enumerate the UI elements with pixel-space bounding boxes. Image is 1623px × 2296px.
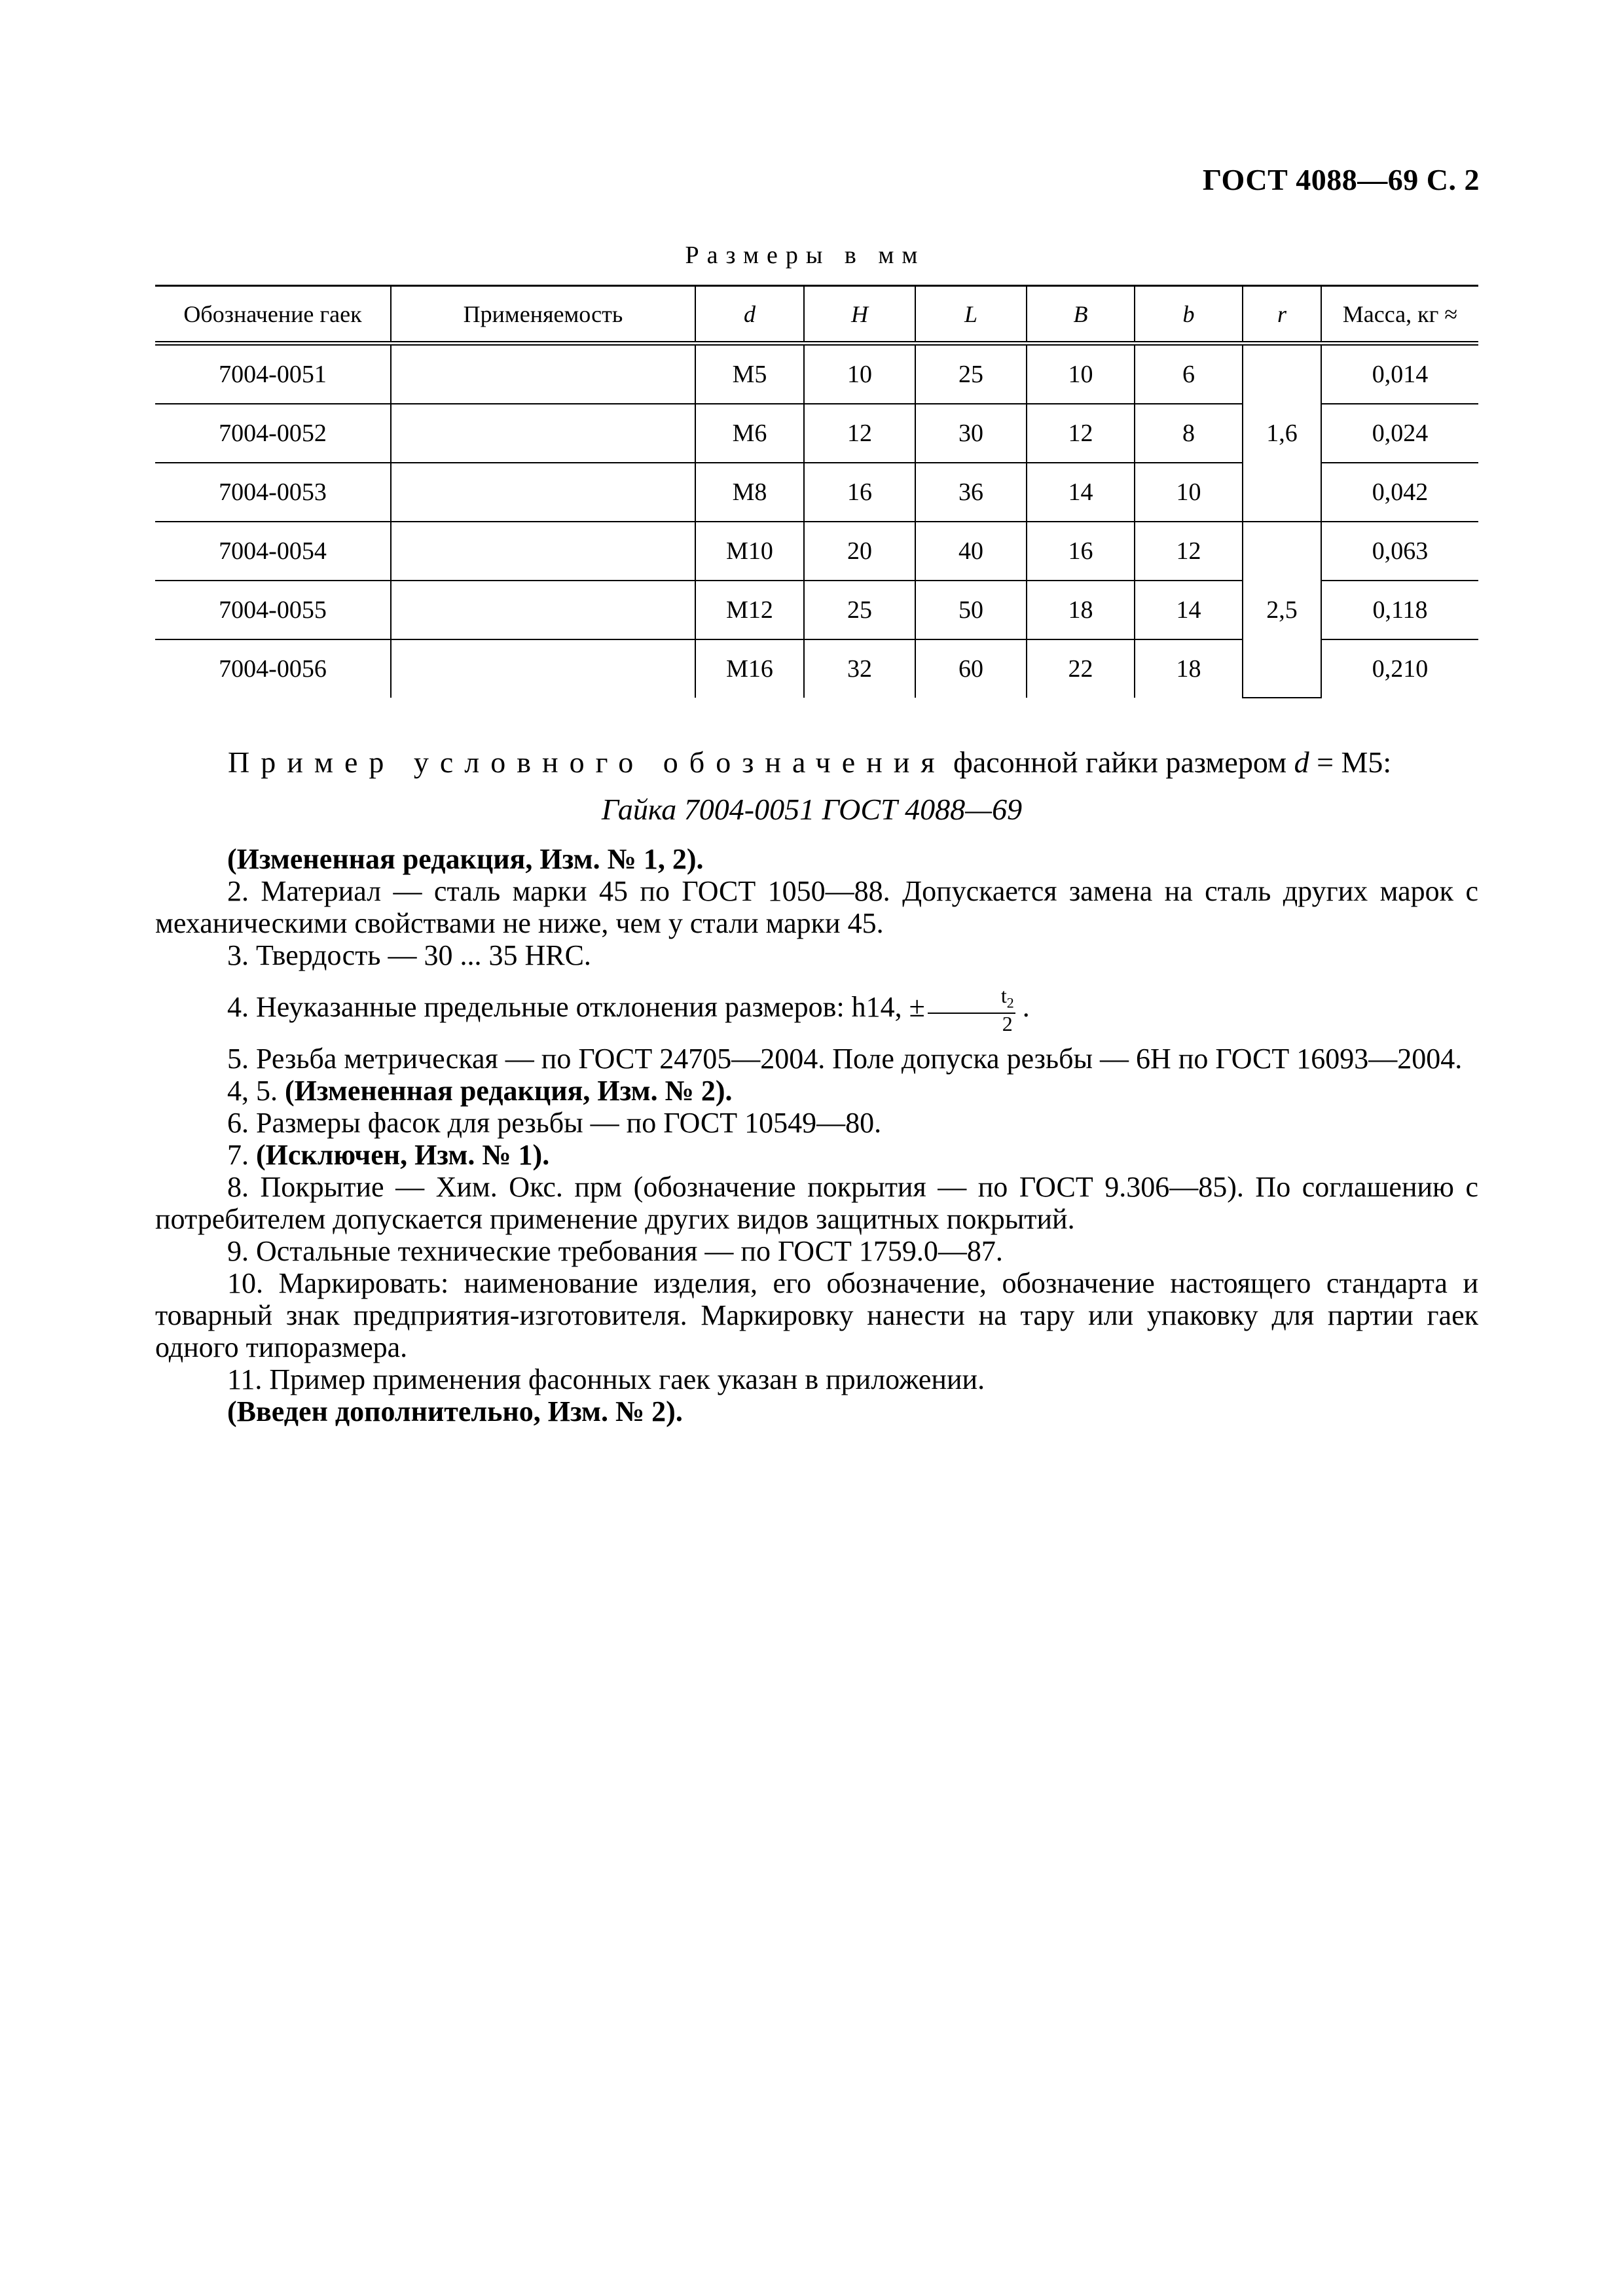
l-cell: 40: [915, 522, 1027, 581]
mass-cell: 0,210: [1321, 639, 1478, 698]
mass-cell: 0,042: [1321, 463, 1478, 522]
usage-cell: [391, 404, 695, 463]
usage-cell: [391, 581, 695, 639]
l-cell: 50: [915, 581, 1027, 639]
b-lower-cell: 12: [1135, 522, 1243, 581]
d-cell: M12: [695, 581, 804, 639]
column-header: Применяемость: [391, 286, 695, 344]
column-header: b: [1135, 286, 1243, 344]
note-item-4-5-prefix: 4, 5.: [227, 1075, 285, 1107]
note-item-4: [155, 984, 1478, 1036]
note-item-9: 9. Остальные технические требования — по ГОСТ 1759.0—87.: [227, 1235, 1003, 1268]
note-item-3: 3. Твердость — 30 ... 35 HRC.: [227, 939, 591, 971]
example-value: = M5:: [1309, 745, 1392, 779]
l-cell: 30: [915, 404, 1027, 463]
example-text: фасонной гайки размером: [945, 745, 1294, 779]
dimensions-table: [155, 285, 1478, 698]
usage-cell: [391, 639, 695, 698]
d-cell: M6: [695, 404, 804, 463]
mass-cell: 0,014: [1321, 344, 1478, 404]
note-item-4-5: [155, 1075, 1478, 1107]
h-cell: 20: [804, 522, 915, 581]
designation-cell: 7004-0051: [155, 344, 391, 404]
column-header: B: [1027, 286, 1135, 344]
example-code: Гайка 7004-0051 ГОСТ 4088—69: [601, 793, 1023, 826]
b-lower-cell: 8: [1135, 404, 1243, 463]
b-upper-cell: 12: [1027, 404, 1135, 463]
revision-note: (Исключен, Изм. № 1).: [256, 1139, 550, 1172]
b-lower-cell: 10: [1135, 463, 1243, 522]
example-variable: d: [1294, 745, 1309, 779]
note-item-6: 6. Размеры фасок для резьбы — по ГОСТ 10549—80.: [227, 1107, 882, 1139]
column-header: Обозначение гаек: [155, 286, 391, 344]
b-upper-cell: 10: [1027, 344, 1135, 404]
note-item-4-text: 4. Неуказанные предельные отклонения размеров: h14, ±: [227, 990, 925, 1023]
usage-cell: [391, 463, 695, 522]
designation-cell: 7004-0055: [155, 581, 391, 639]
revision-note: (Измененная редакция, Изм. № 1, 2).: [227, 843, 704, 875]
l-cell: 25: [915, 344, 1027, 404]
column-header: r: [1243, 286, 1321, 344]
designation-example: [228, 745, 1391, 780]
h-cell: 10: [804, 344, 915, 404]
b-upper-cell: 14: [1027, 463, 1135, 522]
usage-cell: [391, 344, 695, 404]
fraction-numerator: t: [1000, 984, 1007, 1007]
mass-cell: 0,118: [1321, 581, 1478, 639]
note-item-7: [155, 1139, 1478, 1171]
l-cell: 60: [915, 639, 1027, 698]
r-cell: 1,6: [1243, 344, 1321, 522]
note-item-7-prefix: 7.: [227, 1139, 256, 1172]
usage-cell: [391, 522, 695, 581]
b-upper-cell: 18: [1027, 581, 1135, 639]
column-header: L: [915, 286, 1027, 344]
b-lower-cell: 6: [1135, 344, 1243, 404]
note-item-4-end: .: [1015, 990, 1030, 1023]
h-cell: 12: [804, 404, 915, 463]
table-row: [155, 522, 1478, 581]
note-item-8: 8. Покрытие — Хим. Окс. прм (обозначение покрытия — по ГОСТ 9.306—85). По соглашению с потребителем допускается применение других видов защитных покрытий.: [155, 1171, 1478, 1236]
page-header: ГОСТ 4088—69 С. 2: [1202, 163, 1480, 196]
mass-cell: 0,024: [1321, 404, 1478, 463]
d-cell: M16: [695, 639, 804, 698]
table-row: [155, 344, 1478, 404]
designation-cell: 7004-0053: [155, 463, 391, 522]
mass-cell: 0,063: [1321, 522, 1478, 581]
designation-cell: 7004-0056: [155, 639, 391, 698]
b-upper-cell: 16: [1027, 522, 1135, 581]
column-header: H: [804, 286, 915, 344]
notes-block: [155, 843, 1478, 1427]
note-item-2: 2. Материал — сталь марки 45 по ГОСТ 1050—88. Допускается замена на сталь других марок с механическими свойствами не ниже, чем у стали марки 45.: [155, 875, 1478, 939]
d-cell: M8: [695, 463, 804, 522]
note-item-5: 5. Резьба метрическая — по ГОСТ 24705—2004. Поле допуска резьбы — 6H по ГОСТ 16093—2004.: [227, 1043, 1463, 1075]
designation-cell: 7004-0052: [155, 404, 391, 463]
h-cell: 32: [804, 639, 915, 698]
example-lead: Пример условного обозначения: [228, 745, 946, 779]
d-cell: M10: [695, 522, 804, 581]
column-header: Масса, кг ≈: [1321, 286, 1478, 344]
r-cell: 2,5: [1243, 522, 1321, 698]
h-cell: 25: [804, 581, 915, 639]
table-header-row: [155, 286, 1478, 344]
fraction-subscript: 2: [1006, 994, 1014, 1011]
column-header: d: [695, 286, 804, 344]
b-upper-cell: 22: [1027, 639, 1135, 698]
revision-note: (Введен дополнительно, Изм. № 2).: [227, 1395, 683, 1428]
fraction-denominator: 2: [1002, 1012, 1013, 1036]
tolerance-fraction: [928, 984, 1015, 1036]
h-cell: 16: [804, 463, 915, 522]
table-caption: Размеры в мм: [685, 242, 926, 269]
note-item-11: 11. Пример применения фасонных гаек указан в приложении.: [227, 1363, 985, 1396]
d-cell: M5: [695, 344, 804, 404]
b-lower-cell: 14: [1135, 581, 1243, 639]
designation-cell: 7004-0054: [155, 522, 391, 581]
revision-note: (Измененная редакция, Изм. № 2).: [285, 1075, 733, 1107]
note-item-10: 10. Маркировать: наименование изделия, его обозначение, обозначение настоящего стандарта и товарный знак предприятия-изготовителя. Маркировку нанести на тару или упаковку для партии гаек одного типоразмера.: [155, 1267, 1478, 1364]
l-cell: 36: [915, 463, 1027, 522]
b-lower-cell: 18: [1135, 639, 1243, 698]
